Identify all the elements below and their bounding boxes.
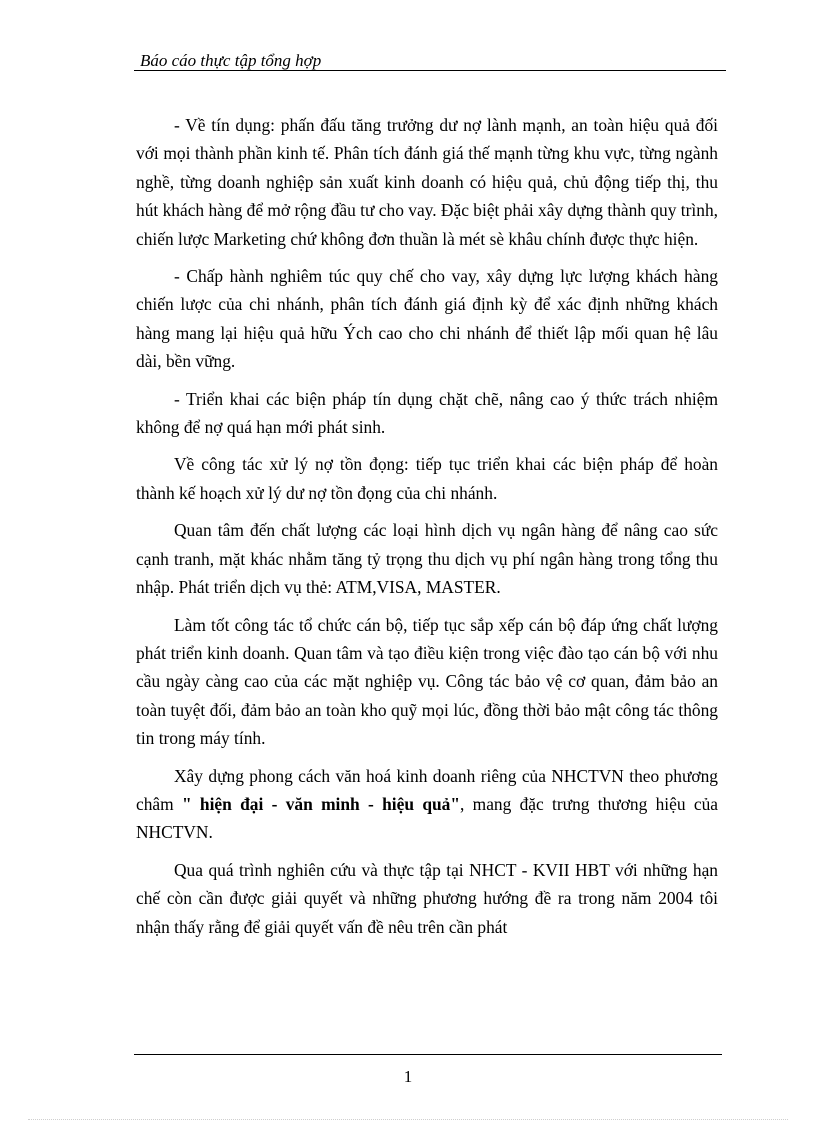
- paragraph-staff: Làm tốt công tác tổ chức cán bộ, tiếp tục sắp xếp cán bộ đáp ứng chất lượng phát triển kinh doanh. Quan tâm và tạo điều kiện trong việc đào tạo cán bộ với nhu cầu ngày càng cao của các mặt nghiệp vụ. Công tác bảo vệ cơ quan, đảm bảo an toàn tuyệt đối, đảm bảo an toàn kho quỹ mọi lúc, đồng thời bảo mật công tác thông tin trong máy tính.: [136, 614, 718, 749]
- page-number: 1: [403, 1067, 413, 1086]
- paragraph-lending-rules: - Chấp hành nghiêm túc quy chế cho vay, xây dựng lực lượng khách hàng chiến lược của chi nhánh, phân tích đánh giá định kỳ để xác định những khách hàng mang lại hiệu quả hữu Ých cao cho chi nhánh để thiết lập mối quan hệ lâu dài, bền vững.: [136, 266, 718, 372]
- paragraph-services: Quan tâm đến chất lượng các loại hình dịch vụ ngân hàng để nâng cao sức cạnh tranh, mặt khác nhằm tăng tỷ trọng thu dịch vụ phí ngân hàng trong tổng thu nhập. Phát triển dịch vụ thẻ: ATM,VISA, MASTER.: [136, 520, 718, 598]
- document-body: [136, 111, 718, 950]
- header-title: Báo cáo thực tập tổng hợp: [140, 51, 322, 70]
- paragraph-conclusion: Qua quá trình nghiên cứu và thực tập tại NHCT - KVII HBT với những hạn chế còn cần được giải quyết và những phương hướng đề ra trong năm 2004 tôi nhận thấy rằng để giải quyết vấn đề nêu trên cần phát: [136, 859, 718, 937]
- motto-text: " hiện đại - văn minh - hiệu quả": [181, 793, 461, 814]
- paragraph-credit: - Về tín dụng: phấn đấu tăng trưởng dư nợ lành mạnh, an toàn hiệu quả đối với mọi thành phần kinh tế. Phân tích đánh giá thế mạnh từng khu vực, từng ngành nghề, từng doanh nghiệp sản xuất kinh doanh có hiệu quả, chủ động tiếp thị, thu hút khách hàng để mở rộng đầu tư cho vay. Đặc biệt phải xây dựng thành quy trình, chiến lược Marketing chứ không đơn thuần là mét sè khâu chính được thực hiện.: [136, 115, 718, 249]
- paragraph-credit-measures: - Triển khai các biện pháp tín dụng chặt chẽ, nâng cao ý thức trách nhiệm không để nợ quá hạn mới phát sinh.: [136, 388, 718, 438]
- paragraph-culture-end: , mang đặc trưng thương hiệu của NHCTVN.: [136, 793, 718, 843]
- footer-divider: [134, 1054, 722, 1055]
- page-bottom-dotted-line: [28, 1119, 788, 1120]
- page-header: [134, 50, 726, 71]
- paragraph-culture: [136, 762, 718, 847]
- paragraph-culture-start: Xây dựng phong cách văn hoá kinh doanh riêng của NHCTVN theo phương châm: [136, 765, 718, 814]
- paragraph-bad-debt: Về công tác xử lý nợ tồn đọng: tiếp tục triển khai các biện pháp để hoàn thành kế hoạch xử lý dư nợ tồn đọng của chi nhánh.: [136, 454, 718, 503]
